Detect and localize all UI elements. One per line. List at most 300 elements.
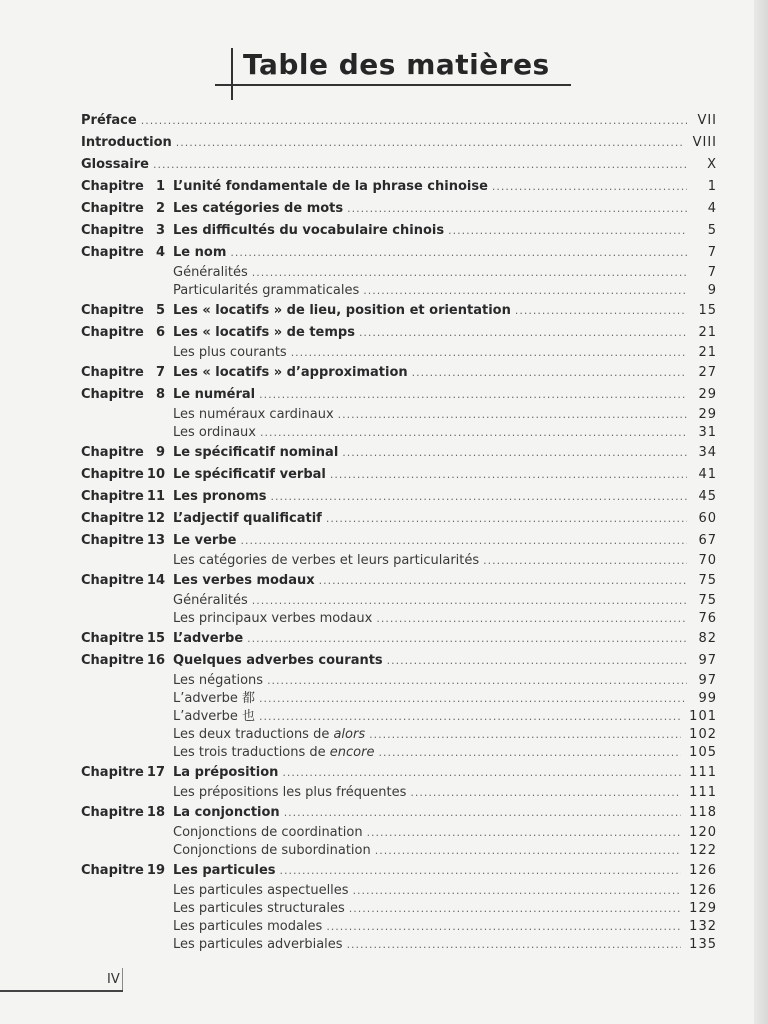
entry-page-number: 126 <box>689 883 717 898</box>
chapter-word: Chapitre <box>81 387 144 402</box>
entry-page-number: 29 <box>698 407 717 422</box>
entry-page-number: 5 <box>707 223 717 238</box>
entry-page-number: 102 <box>689 727 717 742</box>
entry-label <box>173 406 334 424</box>
dot-leader <box>369 726 681 744</box>
toc-chapter-entry <box>81 198 717 220</box>
dot-leader <box>515 300 687 322</box>
entry-page-number: 82 <box>698 631 717 646</box>
entry-line <box>173 264 717 282</box>
dot-leader <box>410 784 681 802</box>
entry-line <box>81 154 717 176</box>
entry-label <box>173 672 263 690</box>
table-of-contents <box>81 110 717 954</box>
toc-chapter-entry <box>81 220 717 242</box>
chapter-heading <box>81 508 173 530</box>
entry-label <box>173 300 511 322</box>
entry-label <box>173 824 363 842</box>
entry-label <box>173 610 372 628</box>
entry-label-text: Les plus courants <box>173 345 287 360</box>
chapter-number: 5 <box>155 303 165 318</box>
entry-label-text: Généralités <box>173 593 248 608</box>
entry-line <box>173 708 717 726</box>
entry-label-text: Les pronoms <box>173 489 267 504</box>
entry-label <box>173 552 479 570</box>
entry-page-number: 4 <box>707 201 717 216</box>
entry-label-text: Les deux traductions de <box>173 727 334 742</box>
dot-leader <box>282 762 681 784</box>
entry-line <box>81 132 717 154</box>
toc-subentry <box>81 282 717 300</box>
chapter-heading <box>81 242 173 264</box>
toc-subentry <box>81 672 717 690</box>
entry-line <box>173 882 717 900</box>
dot-leader <box>284 802 681 824</box>
chapter-word: Chapitre <box>81 365 144 380</box>
entry-line <box>173 508 717 530</box>
toc-chapter-entry <box>81 176 717 198</box>
chapter-heading <box>81 486 173 508</box>
chapter-word: Chapitre <box>81 223 144 238</box>
chapter-word: Chapitre <box>81 805 144 820</box>
entry-label <box>173 264 248 282</box>
dot-leader <box>359 322 687 344</box>
toc-subentry <box>81 552 717 570</box>
chapter-heading <box>81 362 173 384</box>
entry-label <box>173 198 343 220</box>
entry-label-text: La préposition <box>173 765 279 780</box>
chapter-number: 18 <box>146 805 165 820</box>
toc-chapter-entry <box>81 242 717 264</box>
toc-subentry <box>81 708 717 726</box>
entry-label-italic: encore <box>329 745 375 760</box>
entry-line <box>173 282 717 300</box>
entry-label-text: L’adverbe <box>173 631 244 646</box>
entry-line <box>173 530 717 552</box>
toc-chapter-entry <box>81 628 717 650</box>
toc-chapter-entry <box>81 860 717 882</box>
entry-page-number: 15 <box>698 303 717 318</box>
entry-page-number: 29 <box>698 387 717 402</box>
toc-front-entry <box>81 154 717 176</box>
toc-chapter-entry <box>81 322 717 344</box>
chapter-number: 7 <box>155 365 165 380</box>
dot-leader <box>247 628 687 650</box>
entry-label <box>173 650 383 672</box>
entry-label <box>173 936 343 954</box>
entry-line <box>173 198 717 220</box>
toc-chapter-entry <box>81 384 717 406</box>
entry-line <box>173 176 717 198</box>
entry-label <box>173 442 338 464</box>
entry-line <box>173 300 717 322</box>
dot-leader <box>319 570 687 592</box>
entry-label-text: Particularités grammaticales <box>173 283 360 298</box>
entry-label-text: Les particules aspectuelles <box>173 883 349 898</box>
toc-subentry <box>81 784 717 802</box>
toc-subentry <box>81 824 717 842</box>
chapter-word: Chapitre <box>81 533 144 548</box>
entry-label <box>173 344 287 362</box>
chapter-word: Chapitre <box>81 573 144 588</box>
chapter-word: Chapitre <box>81 765 144 780</box>
entry-label <box>173 508 322 530</box>
chapter-word: Chapitre <box>81 467 144 482</box>
entry-line <box>173 900 717 918</box>
entry-page-number: 105 <box>689 745 717 760</box>
entry-label-text: Les catégories de verbes et leurs particularités <box>173 553 480 568</box>
chapter-number: 14 <box>146 573 165 588</box>
page-title: Table des matières <box>243 48 550 81</box>
entry-line <box>173 322 717 344</box>
dot-leader <box>376 610 687 628</box>
dot-leader <box>347 936 682 954</box>
entry-label-text: Les « locatifs » de lieu, position et orientation <box>173 303 511 318</box>
chapter-number: 6 <box>155 325 165 340</box>
entry-label-text: Les particules <box>173 863 276 878</box>
entry-line <box>173 242 717 264</box>
toc-front-entry <box>81 110 717 132</box>
entry-line <box>173 784 717 802</box>
chapter-word: Chapitre <box>81 179 144 194</box>
toc-chapter-entry <box>81 486 717 508</box>
entry-page-number: 135 <box>689 937 717 952</box>
chapter-heading <box>81 464 173 486</box>
chapter-word: Chapitre <box>81 201 144 216</box>
entry-page-number: 21 <box>698 325 717 340</box>
entry-label <box>173 802 280 824</box>
entry-page-number: 111 <box>689 785 717 800</box>
entry-label <box>173 592 248 610</box>
entry-label-text: Le numéral <box>173 387 256 402</box>
entry-label-text: Les trois traductions de <box>173 745 330 760</box>
entry-line <box>173 610 717 628</box>
entry-page-number: 118 <box>689 805 717 820</box>
page-edge-shadow <box>754 0 768 1024</box>
toc-front-entry <box>81 132 717 154</box>
chapter-number: 16 <box>146 653 165 668</box>
entry-label-text: Les « locatifs » d’approximation <box>173 365 408 380</box>
entry-page-number: 75 <box>698 573 717 588</box>
dot-leader <box>153 154 687 176</box>
dot-leader <box>259 708 681 726</box>
chapter-heading <box>81 650 173 672</box>
chapter-word: Chapitre <box>81 631 144 646</box>
entry-page-number: 129 <box>689 901 717 916</box>
toc-chapter-entry <box>81 762 717 784</box>
chapter-word: Chapitre <box>81 445 144 460</box>
entry-label-italic: alors <box>333 727 366 742</box>
entry-line <box>173 936 717 954</box>
entry-page-number: 101 <box>689 709 717 724</box>
entry-page-number: 9 <box>707 283 717 298</box>
dot-leader <box>291 344 687 362</box>
entry-line <box>173 486 717 508</box>
entry-line <box>173 860 717 882</box>
toc-subentry <box>81 690 717 708</box>
entry-page-number: 122 <box>689 843 717 858</box>
dot-leader <box>367 824 682 842</box>
toc-chapter-entry <box>81 508 717 530</box>
entry-label-text: Les principaux verbes modaux <box>173 611 373 626</box>
entry-line <box>173 592 717 610</box>
chapter-heading <box>81 300 173 322</box>
entry-label <box>81 154 149 176</box>
dot-leader <box>176 132 685 154</box>
entry-line <box>173 762 717 784</box>
chapter-heading <box>81 384 173 406</box>
chapter-heading <box>81 628 173 650</box>
toc-chapter-entry <box>81 442 717 464</box>
chapter-number: 4 <box>155 245 165 260</box>
entry-line <box>173 628 717 650</box>
dot-leader <box>363 282 687 300</box>
footer-vertical-rule <box>122 968 123 991</box>
entry-label <box>173 744 374 762</box>
chapter-number: 3 <box>155 223 165 238</box>
dot-leader <box>252 264 687 282</box>
entry-label <box>173 424 256 442</box>
toc-subentry <box>81 592 717 610</box>
entry-line <box>173 570 717 592</box>
entry-line <box>173 344 717 362</box>
chapter-word: Chapitre <box>81 489 144 504</box>
toc-subentry <box>81 900 717 918</box>
toc-chapter-entry <box>81 362 717 384</box>
dot-leader <box>270 486 687 508</box>
chapter-number: 13 <box>146 533 165 548</box>
entry-page-number: 132 <box>689 919 717 934</box>
dot-leader <box>378 744 681 762</box>
dot-leader <box>347 198 687 220</box>
entry-line <box>81 110 717 132</box>
chapter-heading <box>81 860 173 882</box>
toc-subentry <box>81 344 717 362</box>
entry-label-text: Introduction <box>81 135 172 150</box>
chapter-number: 15 <box>146 631 165 646</box>
chapter-number: 2 <box>155 201 165 216</box>
chapter-word: Chapitre <box>81 511 144 526</box>
chapter-number: 10 <box>146 467 165 482</box>
chapter-number: 19 <box>146 863 165 878</box>
toc-subentry <box>81 264 717 282</box>
entry-label-text: Les ordinaux <box>173 425 256 440</box>
entry-label <box>173 176 488 198</box>
title-block <box>215 48 571 100</box>
entry-line <box>173 464 717 486</box>
entry-label-text: Les particules structurales <box>173 901 345 916</box>
dot-leader <box>280 860 682 882</box>
toc-chapter-entry <box>81 650 717 672</box>
entry-label-text: Les numéraux cardinaux <box>173 407 334 422</box>
entry-line <box>173 802 717 824</box>
entry-label-text: Préface <box>81 113 137 128</box>
entry-line <box>173 220 717 242</box>
dot-leader <box>326 508 687 530</box>
entry-page-number: 31 <box>698 425 717 440</box>
entry-page-number: 67 <box>698 533 717 548</box>
dot-leader <box>230 242 687 264</box>
entry-label <box>173 784 406 802</box>
entry-label <box>173 900 345 918</box>
entry-line <box>173 744 717 762</box>
chapter-word: Chapitre <box>81 303 144 318</box>
entry-label <box>173 726 365 744</box>
entry-page-number: 111 <box>689 765 717 780</box>
chapter-word: Chapitre <box>81 325 144 340</box>
entry-label-text: Les particules modales <box>173 919 323 934</box>
dot-leader <box>387 650 687 672</box>
entry-page-number: 1 <box>707 179 717 194</box>
dot-leader <box>252 592 687 610</box>
entry-label <box>173 860 276 882</box>
chapter-number: 8 <box>155 387 165 402</box>
entry-line <box>173 424 717 442</box>
entry-label-text: Les négations <box>173 673 264 688</box>
toc-subentry <box>81 610 717 628</box>
dot-leader <box>353 882 682 900</box>
entry-label <box>173 882 349 900</box>
entry-label <box>173 570 315 592</box>
entry-label-text: L’adverbe 也 <box>173 709 256 724</box>
toc-chapter-entry <box>81 530 717 552</box>
dot-leader <box>349 900 681 918</box>
chapter-number: 9 <box>155 445 165 460</box>
entry-line <box>173 726 717 744</box>
chapter-heading <box>81 176 173 198</box>
entry-page-number: 7 <box>707 265 717 280</box>
entry-label <box>173 242 226 264</box>
dot-leader <box>326 918 681 936</box>
entry-label <box>81 110 137 132</box>
entry-label <box>173 486 266 508</box>
dot-leader <box>375 842 681 860</box>
entry-label-text: Le nom <box>173 245 227 260</box>
dot-leader <box>141 110 687 132</box>
dot-leader <box>342 442 687 464</box>
toc-subentry <box>81 936 717 954</box>
entry-label <box>173 362 408 384</box>
toc-subentry <box>81 918 717 936</box>
entry-page-number: 45 <box>698 489 717 504</box>
entry-line <box>173 918 717 936</box>
entry-line <box>173 552 717 570</box>
entry-page-number: 34 <box>698 445 717 460</box>
chapter-heading <box>81 322 173 344</box>
entry-label-text: La conjonction <box>173 805 280 820</box>
title-underline <box>215 84 571 86</box>
entry-label <box>173 762 278 784</box>
entry-line <box>173 842 717 860</box>
entry-label-text: Les particules adverbiales <box>173 937 343 952</box>
dot-leader <box>330 464 687 486</box>
dot-leader <box>448 220 687 242</box>
entry-label <box>173 628 243 650</box>
entry-line <box>173 650 717 672</box>
entry-page-number: 97 <box>698 673 717 688</box>
entry-page-number: 76 <box>698 611 717 626</box>
entry-label-text: Les catégories de mots <box>173 201 344 216</box>
dot-leader <box>338 406 687 424</box>
entry-label-text: Généralités <box>173 265 248 280</box>
entry-label <box>173 842 371 860</box>
toc-chapter-entry <box>81 300 717 322</box>
chapter-heading <box>81 220 173 242</box>
entry-label-text: Les prépositions les plus fréquentes <box>173 785 407 800</box>
entry-page-number: 70 <box>698 553 717 568</box>
chapter-heading <box>81 530 173 552</box>
chapter-word: Chapitre <box>81 653 144 668</box>
entry-label-text: Les « locatifs » de temps <box>173 325 355 340</box>
entry-label <box>173 708 255 726</box>
toc-subentry <box>81 406 717 424</box>
chapter-word: Chapitre <box>81 245 144 260</box>
chapter-heading <box>81 570 173 592</box>
chapter-heading <box>81 802 173 824</box>
entry-label-text: Glossaire <box>81 157 149 172</box>
entry-page-number: 21 <box>698 345 717 360</box>
toc-subentry <box>81 842 717 860</box>
entry-label <box>173 530 236 552</box>
entry-page-number: 126 <box>689 863 717 878</box>
entry-label <box>173 690 255 708</box>
chapter-word: Chapitre <box>81 863 144 878</box>
dot-leader <box>259 384 687 406</box>
entry-page-number: 27 <box>698 365 717 380</box>
entry-page-number: VIII <box>692 135 717 150</box>
entry-line <box>173 384 717 406</box>
chapter-heading <box>81 442 173 464</box>
title-vertical-rule <box>231 48 233 100</box>
entry-line <box>173 690 717 708</box>
toc-subentry <box>81 744 717 762</box>
entry-line <box>173 672 717 690</box>
entry-label-text: Conjonctions de coordination <box>173 825 363 840</box>
entry-page-number: 60 <box>698 511 717 526</box>
entry-label-text: Le verbe <box>173 533 237 548</box>
entry-label-text: L’adjectif qualificatif <box>173 511 322 526</box>
entry-line <box>173 824 717 842</box>
entry-label <box>173 384 255 406</box>
toc-subentry <box>81 726 717 744</box>
entry-page-number: 41 <box>698 467 717 482</box>
entry-label-text: Les difficultés du vocabulaire chinois <box>173 223 445 238</box>
entry-label-text: L’adverbe 都 <box>173 691 256 706</box>
dot-leader <box>240 530 687 552</box>
dot-leader <box>412 362 687 384</box>
chapter-heading <box>81 198 173 220</box>
toc-subentry <box>81 424 717 442</box>
chapter-number: 17 <box>146 765 165 780</box>
toc-chapter-entry <box>81 464 717 486</box>
entry-label <box>173 918 322 936</box>
entry-label-text: Quelques adverbes courants <box>173 653 383 668</box>
footer-rule <box>0 990 123 992</box>
entry-line <box>173 442 717 464</box>
entry-label <box>173 322 355 344</box>
chapter-number: 11 <box>146 489 165 504</box>
dot-leader <box>260 424 687 442</box>
entry-page-number: X <box>707 157 717 172</box>
entry-line <box>173 362 717 384</box>
toc-chapter-entry <box>81 802 717 824</box>
entry-label-text: L’unité fondamentale de la phrase chinoise <box>173 179 488 194</box>
entry-page-number: 97 <box>698 653 717 668</box>
entry-page-number: 75 <box>698 593 717 608</box>
toc-chapter-entry <box>81 570 717 592</box>
entry-label <box>173 282 359 300</box>
toc-subentry <box>81 882 717 900</box>
